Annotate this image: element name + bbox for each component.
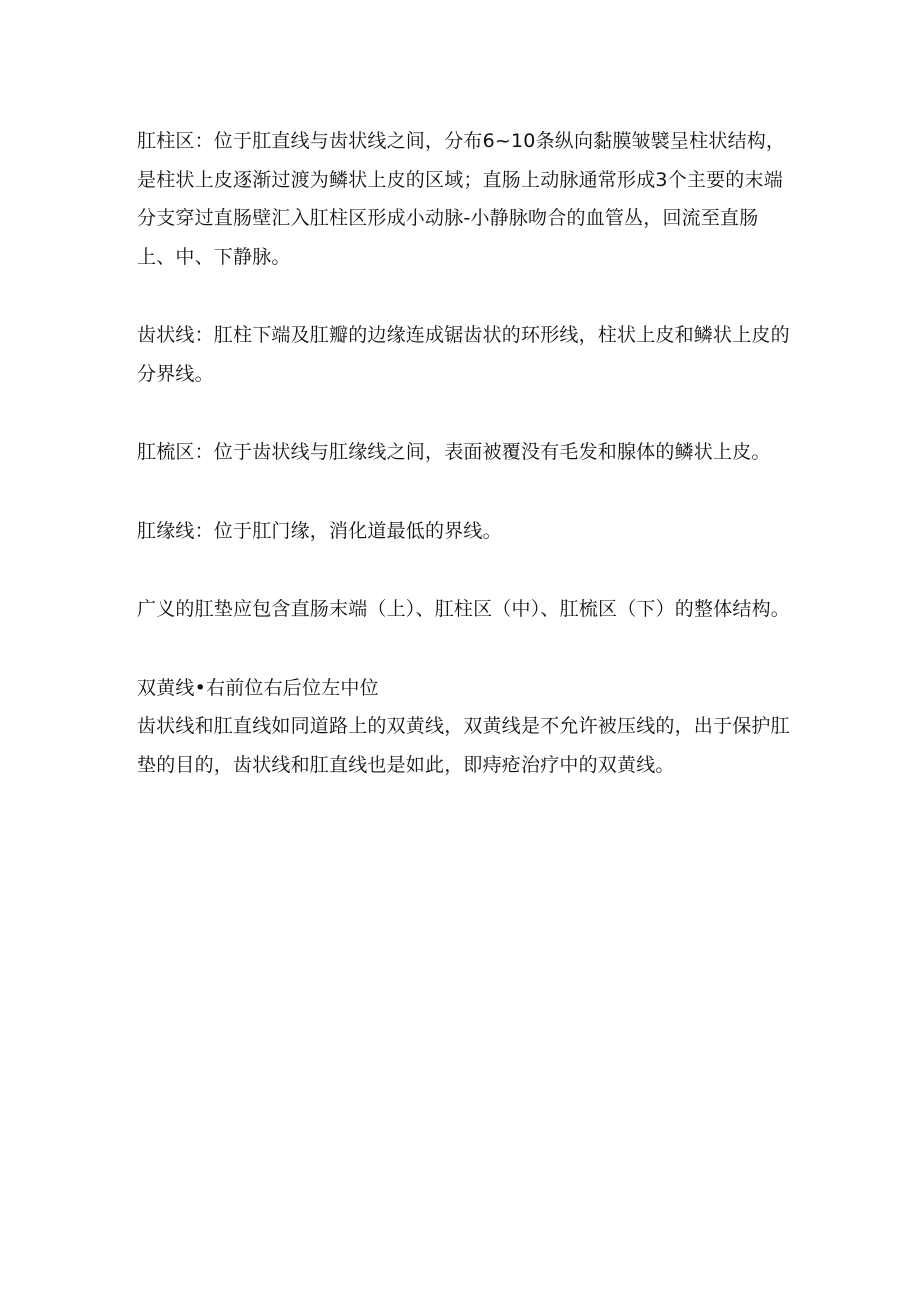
- paragraph-spacer: [137, 393, 792, 433]
- paragraph-spacer: [137, 550, 792, 590]
- section-heading-double-yellow-line: 双黄线•右前位右后位左中位: [137, 676, 379, 699]
- paragraph-anal-cushion-definition: 广义的肛垫应包含直肠末端（上）、肛柱区（中）、肛梳区（下）的整体结构。: [137, 598, 791, 620]
- paragraph-anal-pecten-zone: 肛梳区：位于齿状线与肛缘线之间，表面被覆没有毛发和腺体的鳞状上皮。: [137, 441, 771, 463]
- paragraph-anal-column-zone: 肛柱区：位于肛直线与齿状线之间，分布6~10条纵向黏膜皱襞呈柱状结构，是柱状上皮逐渐过渡为鳞状上皮的区域；直肠上动脉通常形成3个主要的末端分支穿过直肠壁汇入肛柱区形成小动脉-小静脉吻合的血管丛，回流至直肠上、中、下静脉。: [137, 130, 786, 268]
- paragraph-double-yellow-line: 齿状线和肛直线如同道路上的双黄线，双黄线是不允许被压线的，出于保护肛垫的目的，齿状线和肛直线也是如此，即痔疮治疗中的双黄线。: [137, 715, 790, 776]
- paragraph-spacer: [137, 472, 792, 512]
- paragraph-spacer: [137, 276, 792, 316]
- paragraph-spacer: [137, 629, 792, 669]
- paragraph-anal-verge-line: 肛缘线：位于肛门缘，消化道最低的界线。: [137, 519, 502, 542]
- paragraph-dentate-line: 齿状线：肛柱下端及肛瓣的边缘连成锯齿状的环形线，柱状上皮和鳞状上皮的分界线。: [137, 324, 790, 385]
- document-body: [137, 122, 792, 784]
